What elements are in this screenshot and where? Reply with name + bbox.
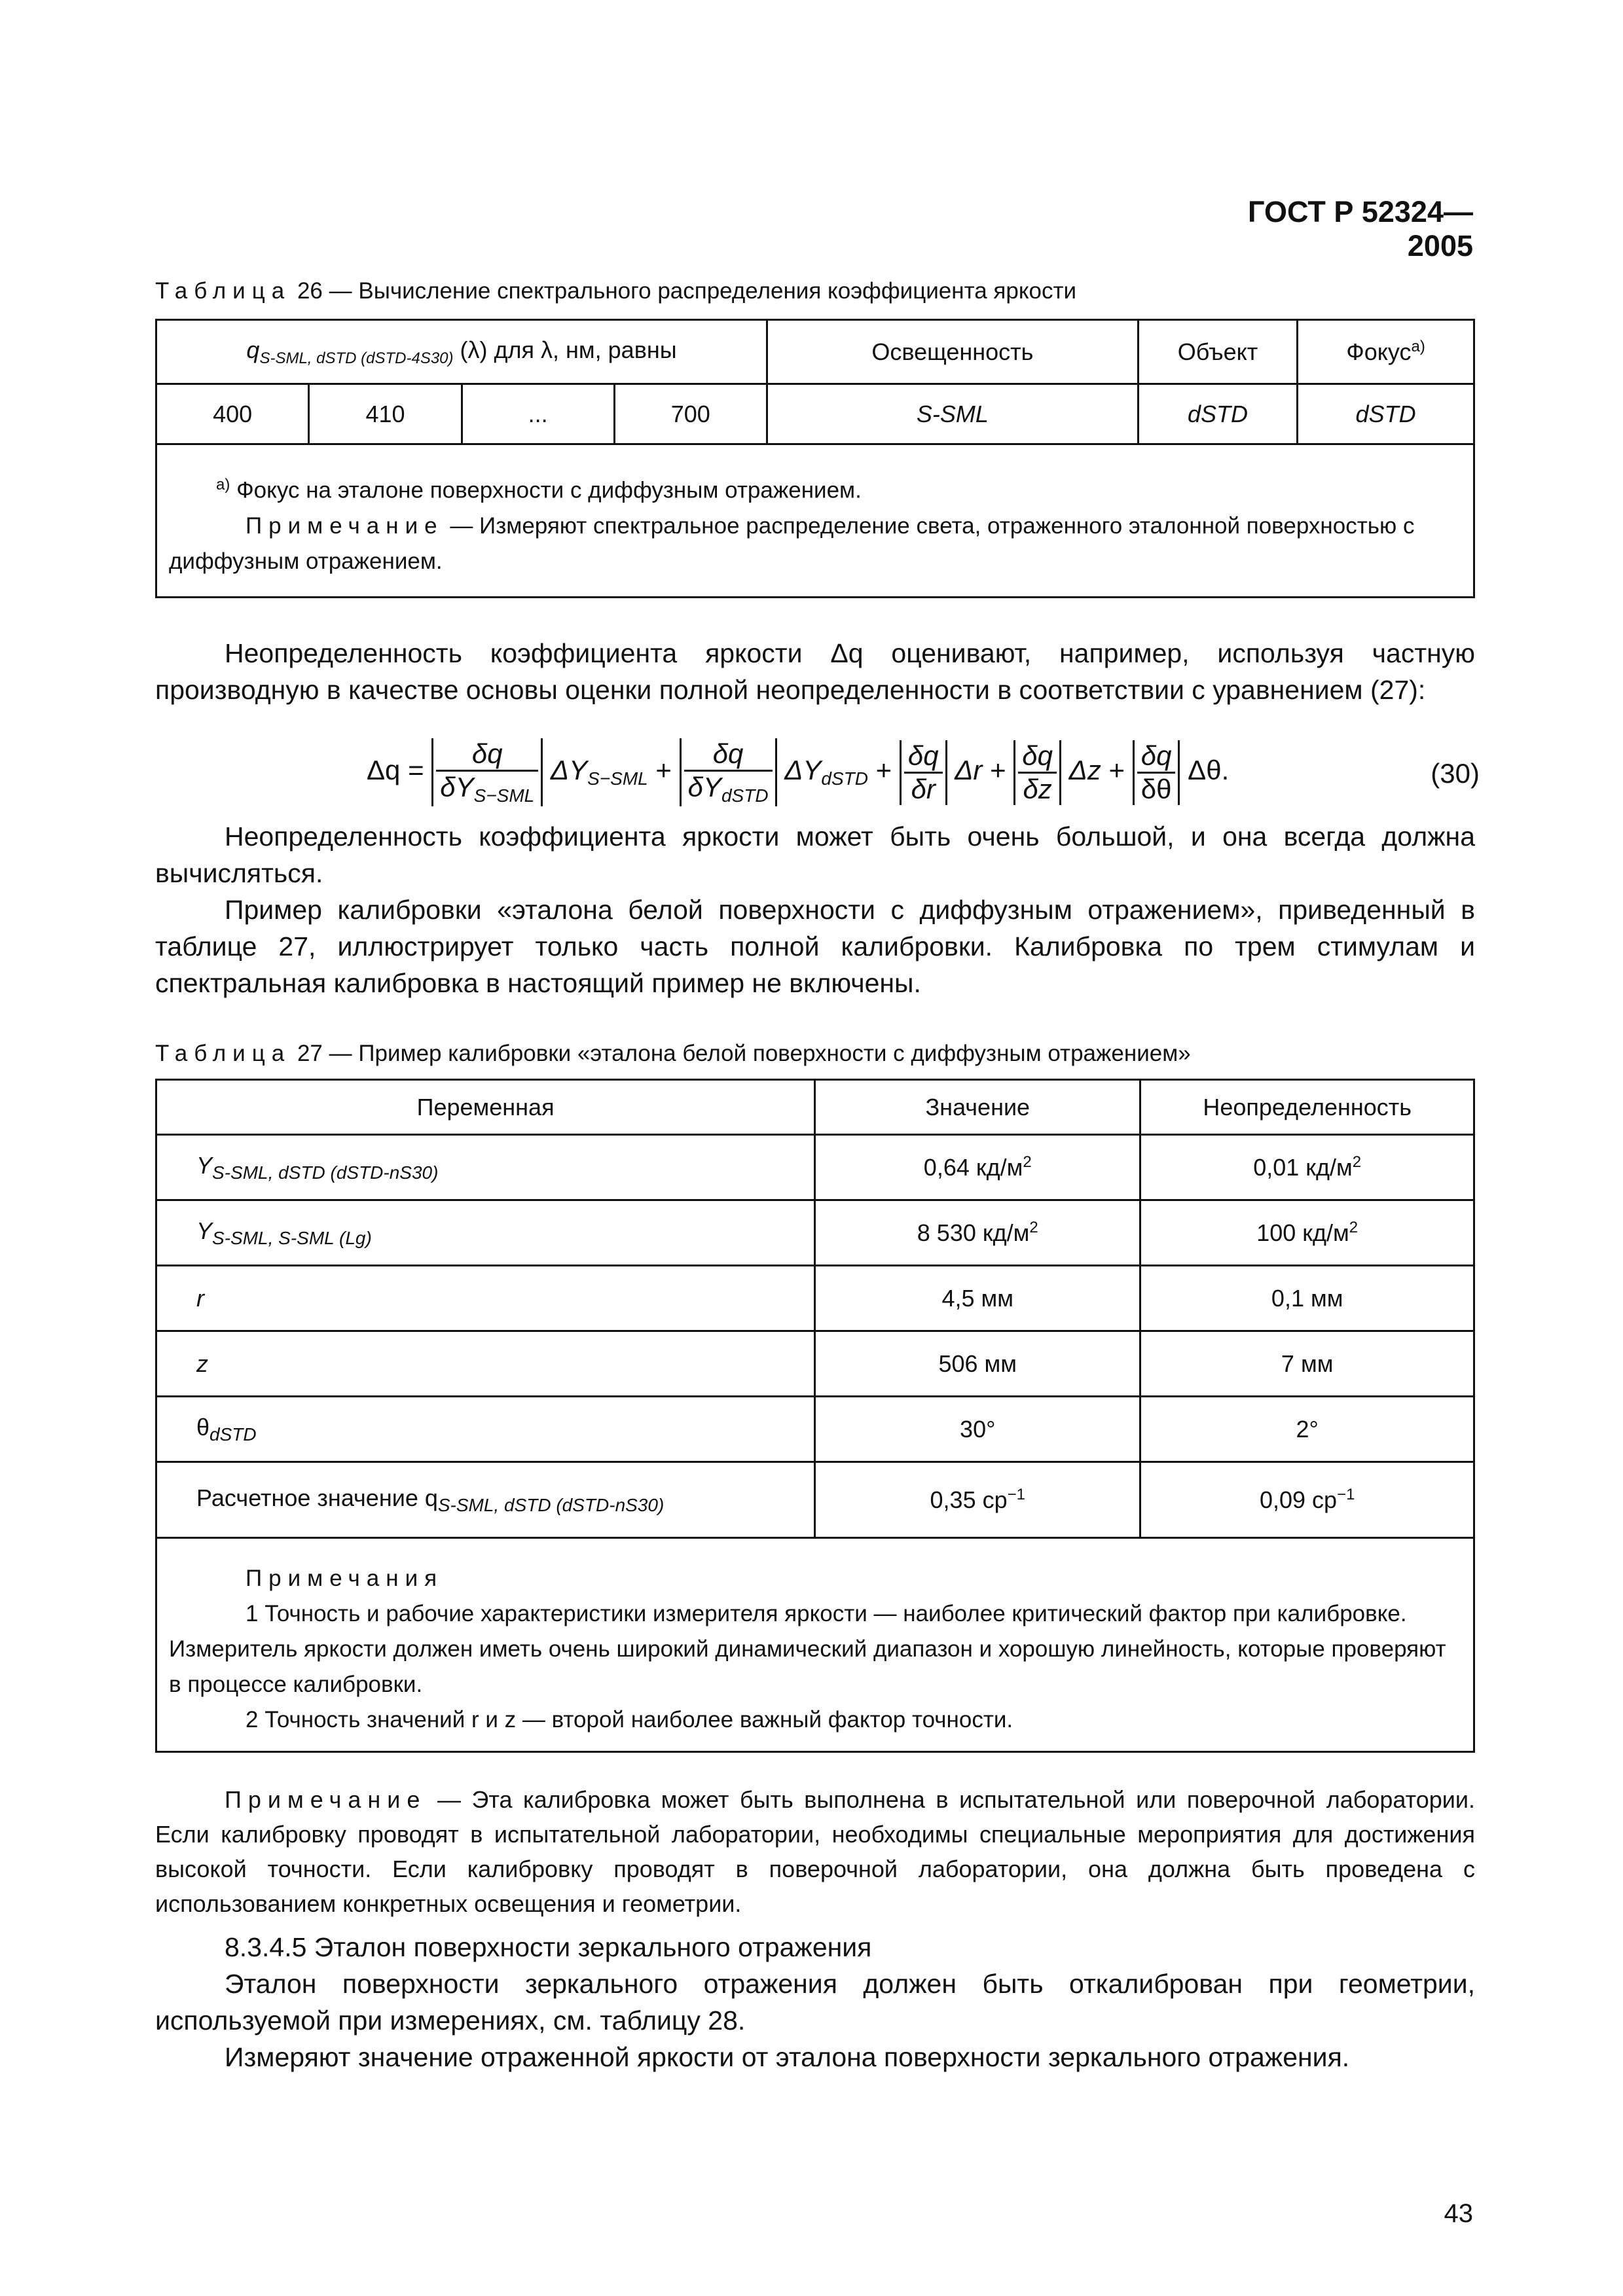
table-27-value bbox=[815, 1135, 1140, 1200]
table-27-notes bbox=[156, 1538, 1474, 1752]
eq-term: Δz bbox=[1068, 755, 1101, 786]
var-symbol: r bbox=[196, 1284, 204, 1312]
table-26-head-illumination: Освещенность bbox=[767, 320, 1139, 384]
table-26-cell: 410 bbox=[309, 384, 462, 444]
value-sup: 2 bbox=[1023, 1153, 1032, 1171]
section-paragraph-2: Измеряют значение отраженной яркости от эталона поверхности зеркального отражения. bbox=[225, 2042, 1350, 2072]
eq-term: ΔY bbox=[550, 755, 588, 786]
table-27-uncertainty: 2° bbox=[1140, 1397, 1474, 1462]
eq-num: δq bbox=[471, 738, 503, 769]
eq-term: ΔY bbox=[784, 755, 822, 786]
unc-text: 100 кд/м bbox=[1256, 1219, 1349, 1246]
table-27-variable bbox=[156, 1462, 815, 1538]
var-subscript: S-SML, S-SML (Lg) bbox=[212, 1227, 372, 1248]
note-after-text: — Эта калибровка может быть выполнена в испытательной или поверочной лаборатории. Если калибровку проводят в испытательной лаборатории, необходимы специальные мероприятия для достижения высокой точности. Если калибровку проводят в поверочной лаборатории, она должна быть проведена с использованием конкретных освещения и геометрии. bbox=[155, 1786, 1475, 1917]
note-after-table-27 bbox=[155, 1782, 1475, 1921]
table-27-row bbox=[156, 1135, 1474, 1200]
table-27-head-value: Значение bbox=[815, 1080, 1140, 1135]
value-sup: 2 bbox=[1029, 1219, 1038, 1236]
eq-den-sub: S−SML bbox=[473, 785, 535, 806]
standard-header: ГОСТ Р 52324—2005 bbox=[1248, 195, 1473, 262]
table-27-value bbox=[815, 1462, 1140, 1538]
table-27-value: 4,5 мм bbox=[815, 1266, 1140, 1331]
eq-den: δr bbox=[911, 773, 936, 804]
table-27-row bbox=[156, 1200, 1474, 1266]
eq-abs-r bbox=[900, 740, 947, 805]
table-27-variable bbox=[156, 1200, 815, 1266]
value-text: 8 530 кд/м bbox=[917, 1219, 1030, 1246]
table-27-caption bbox=[155, 1041, 1191, 1067]
table-27-value bbox=[815, 1200, 1140, 1266]
value-sup: −1 bbox=[1007, 1486, 1025, 1503]
eq-lhs: Δq = bbox=[367, 755, 424, 786]
page-number: 43 bbox=[1444, 2199, 1473, 2228]
table-27-variable bbox=[156, 1266, 815, 1331]
table-27-notes-row bbox=[156, 1538, 1474, 1752]
eq-term-sub: dSTD bbox=[821, 768, 868, 789]
table-26-cell: 700 bbox=[614, 384, 767, 444]
eq-den: δz bbox=[1023, 773, 1052, 804]
var-subscript: dSTD bbox=[210, 1424, 257, 1444]
table-26 bbox=[155, 319, 1475, 598]
table-27-value: 30° bbox=[815, 1397, 1140, 1462]
eq-term-sub: S−SML bbox=[587, 768, 648, 789]
footnote-text: Фокус на эталоне поверхности с диффузным отражением. bbox=[236, 477, 862, 503]
var-symbol: Y bbox=[196, 1217, 213, 1244]
var-symbol: Расчетное значение q bbox=[196, 1484, 438, 1511]
table-27-variable bbox=[156, 1397, 815, 1462]
note-2: 2 Точность значений r и z — второй наиболее важный фактор точности. bbox=[246, 1707, 1013, 1732]
table-27-head-uncertainty: Неопределенность bbox=[1140, 1080, 1474, 1135]
table-26-footnotes bbox=[156, 444, 1474, 598]
eq-abs-z bbox=[1013, 740, 1061, 805]
var-subscript: S-SML, dSTD (dSTD-nS30) bbox=[212, 1162, 439, 1183]
table-27-row bbox=[156, 1462, 1474, 1538]
table-27-variable bbox=[156, 1331, 815, 1397]
note-text: — Измеряют спектральное распределение света, отраженного эталонной поверхностью с диффузным отражением. bbox=[169, 512, 1415, 574]
focus-label: Фокус bbox=[1346, 338, 1412, 365]
table-27 bbox=[155, 1079, 1475, 1753]
table-26-cell: dSTD bbox=[1138, 384, 1297, 444]
table-26-head-q bbox=[156, 320, 767, 384]
table-27-value: 506 мм bbox=[815, 1331, 1140, 1397]
table-26-head-focus bbox=[1298, 320, 1474, 384]
table-26-footnote-row bbox=[156, 444, 1474, 598]
eq-plus: + bbox=[990, 755, 1006, 786]
table-26-cell: 400 bbox=[156, 384, 309, 444]
notes-label: Примечания bbox=[246, 1566, 444, 1591]
eq-term: Δθ. bbox=[1188, 755, 1230, 786]
eq-term: Δr bbox=[955, 755, 983, 786]
table-27-uncertainty: 0,1 мм bbox=[1140, 1266, 1474, 1331]
unc-sup: 2 bbox=[1352, 1153, 1362, 1171]
table-26-cell: dSTD bbox=[1298, 384, 1474, 444]
value-text: 0,35 ср bbox=[930, 1486, 1008, 1513]
equation-number: (30) bbox=[1431, 758, 1480, 789]
table-27-caption-text: 27 — Пример калибровки «эталона белой поверхности с диффузным отражением» bbox=[297, 1041, 1191, 1066]
eq-num: δq bbox=[1140, 740, 1172, 771]
var-symbol: z bbox=[196, 1350, 208, 1377]
eq-den-sub: dSTD bbox=[721, 785, 769, 806]
unc-sup: 2 bbox=[1349, 1219, 1359, 1236]
note-1: 1 Точность и рабочие характеристики измерителя яркости — наиболее критический фактор при калибровке. Измеритель яркости должен иметь очень широкий динамический диапазон и хорошую линейность, которые проверяют в процессе калибровки. bbox=[169, 1601, 1446, 1697]
table-26-cell: S-SML bbox=[767, 384, 1139, 444]
eq-plus: + bbox=[1108, 755, 1125, 786]
q-tail: (λ) для λ, нм, равны bbox=[460, 336, 677, 363]
eq-abs-theta bbox=[1133, 740, 1180, 805]
unc-text: 0,09 ср bbox=[1259, 1486, 1338, 1513]
eq-den: δY bbox=[440, 772, 474, 802]
focus-sup: а) bbox=[1411, 338, 1425, 355]
table-26-caption-text: 26 — Вычисление спектрального распределения коэффициента яркости bbox=[297, 278, 1077, 304]
table-27-caption-label: Таблица bbox=[155, 1041, 291, 1066]
footnote-mark: а) bbox=[216, 476, 230, 493]
note-label: Примечание bbox=[246, 512, 444, 539]
table-27-uncertainty: 7 мм bbox=[1140, 1331, 1474, 1397]
eq-num: δq bbox=[1022, 740, 1053, 771]
eq-den: δY bbox=[687, 772, 721, 802]
table-27-row bbox=[156, 1331, 1474, 1397]
section-title: 8.3.4.5 Эталон поверхности зеркального отражения bbox=[225, 1932, 872, 1962]
section-paragraph-1: Эталон поверхности зеркального отражения должен быть откалиброван при геометрии, используемой при измерениях, см. таблицу 28. bbox=[155, 1969, 1475, 2036]
paragraph-uncertainty-intro: Неопределенность коэффициента яркости Δq оценивают, например, используя частную производную в качестве основы оценки полной неопределенности в соответствии с уравнением (27): bbox=[155, 638, 1475, 705]
eq-num: δq bbox=[907, 740, 939, 771]
var-subscript: S-SML, dSTD (dSTD-nS30) bbox=[437, 1494, 665, 1515]
eq-abs-1 bbox=[431, 738, 543, 806]
var-symbol: Y bbox=[196, 1151, 213, 1179]
table-27-uncertainty bbox=[1140, 1462, 1474, 1538]
q-subscript: S-SML, dSTD (dSTD-4S30) bbox=[259, 349, 454, 367]
paragraph-calibration-example: Пример калибровки «эталона белой поверхности с диффузным отражением», приведенный в таблице 27, иллюстрирует только часть полной калибровки. Калибровка по трем стимулам и спектральная калибровка в настоящий пример не включены. bbox=[155, 895, 1475, 998]
var-symbol: θ bbox=[196, 1413, 210, 1441]
table-26-caption-label: Таблица bbox=[155, 278, 291, 304]
table-27-variable bbox=[156, 1135, 815, 1200]
table-27-uncertainty bbox=[1140, 1135, 1474, 1200]
note-after-label: Примечание bbox=[225, 1786, 427, 1813]
eq-num: δq bbox=[712, 738, 744, 769]
table-26-caption bbox=[155, 278, 1076, 304]
table-26-cell: ... bbox=[462, 384, 614, 444]
table-26-head-object: Объект bbox=[1138, 320, 1297, 384]
unc-text: 0,01 кд/м bbox=[1253, 1154, 1353, 1181]
table-27-uncertainty bbox=[1140, 1200, 1474, 1266]
unc-sup: −1 bbox=[1337, 1486, 1355, 1503]
eq-plus: + bbox=[655, 755, 672, 786]
table-26-header-row bbox=[156, 320, 1474, 384]
table-27-row bbox=[156, 1266, 1474, 1331]
q-symbol: q bbox=[246, 336, 260, 363]
paragraph-uncertainty-large: Неопределенность коэффициента яркости может быть очень большой, и она всегда должна вычисляться. bbox=[155, 821, 1475, 888]
table-27-header-row bbox=[156, 1080, 1474, 1135]
table-27-head-variable: Переменная bbox=[156, 1080, 815, 1135]
equation-30 bbox=[367, 738, 1480, 810]
eq-den: δθ bbox=[1140, 773, 1172, 804]
eq-abs-2 bbox=[680, 738, 777, 806]
eq-plus: + bbox=[875, 755, 892, 786]
table-27-row bbox=[156, 1397, 1474, 1462]
value-text: 0,64 кд/м bbox=[923, 1154, 1023, 1181]
table-26-data-row bbox=[156, 384, 1474, 444]
